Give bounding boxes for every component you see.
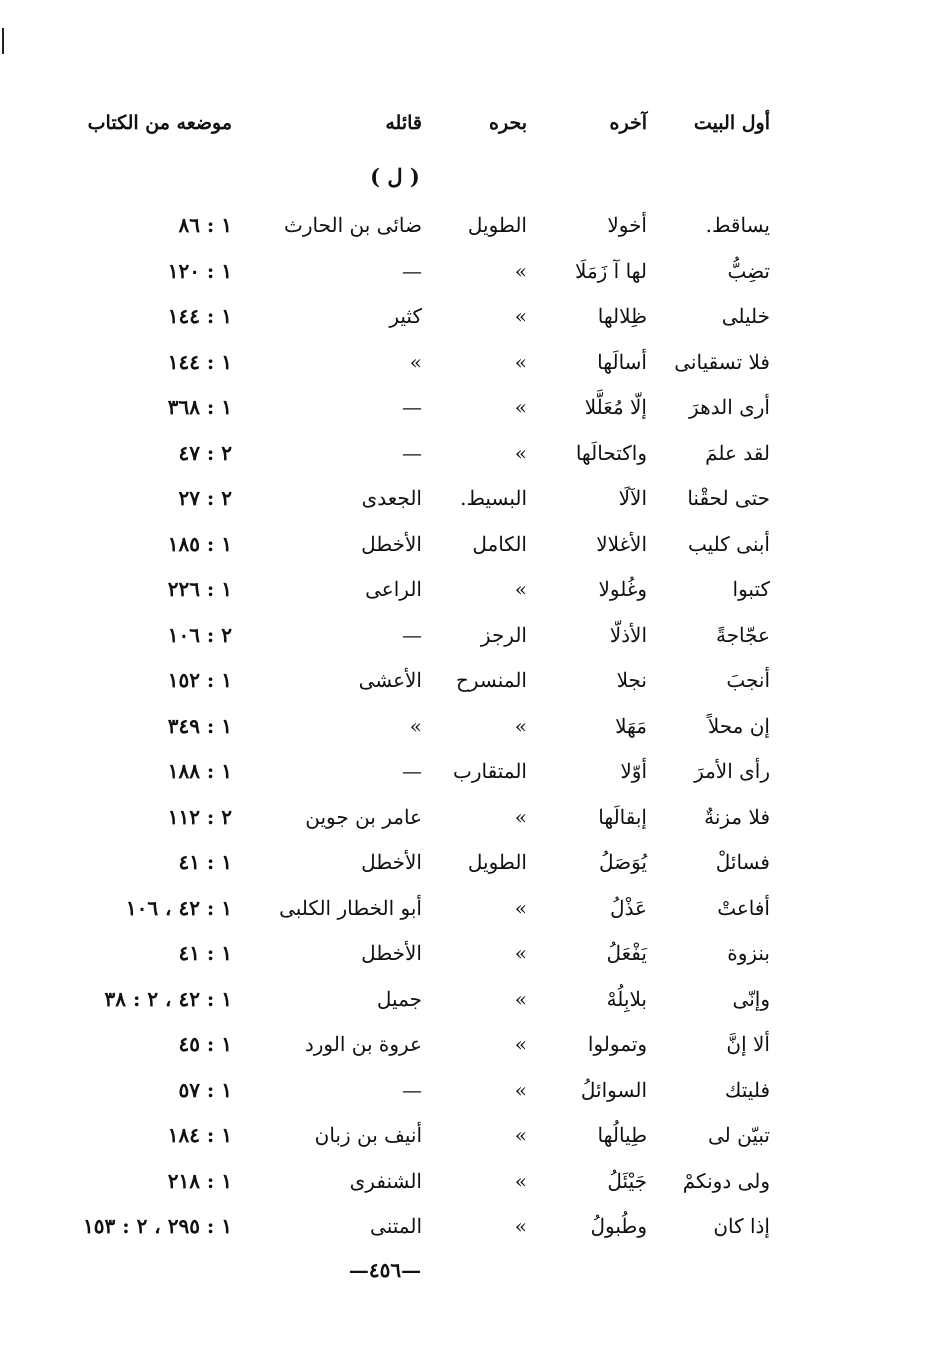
row-last-word: عَذْلُ	[610, 895, 647, 920]
row-first-word: فلا تسقيانى	[674, 349, 770, 374]
row-first-word: أرى الدهرَ	[689, 395, 770, 419]
row-first-word: إذا كان	[713, 1214, 770, 1238]
header-location: موضعه من الكتاب	[87, 112, 232, 134]
row-last-word: إبقالَها	[598, 804, 647, 829]
header-poet: قائله	[385, 112, 422, 134]
row-last-word: إلّا مُعَلَّلا	[584, 395, 647, 419]
row-last-word: طِيالُها	[597, 1123, 647, 1147]
row-poet: جميل	[376, 986, 422, 1011]
row-poet: —	[402, 759, 422, 783]
row-first-word: أنجبَ	[726, 668, 770, 692]
table-body	[0, 206, 927, 1253]
row-poet: المتنى	[370, 1214, 422, 1238]
row-poet: —	[402, 440, 422, 465]
row-meter: »	[514, 440, 527, 465]
row-poet: الأخطل	[361, 941, 422, 965]
table-row	[0, 525, 927, 571]
table-row	[0, 1162, 927, 1208]
row-first-word: كتبوا	[732, 577, 770, 601]
row-meter: »	[514, 986, 527, 1011]
row-meter: »	[514, 1077, 527, 1102]
row-first-word: رأى الأمرَ	[694, 759, 770, 783]
row-location: ١ : ٥٧	[178, 1077, 232, 1102]
row-last-word: بلابِلُهْ	[606, 986, 647, 1011]
row-location: ١ : ٣٦٨	[167, 395, 232, 419]
row-location: ١ : ١٨٨	[167, 759, 232, 783]
row-poet: أنيف بن زبان	[314, 1123, 422, 1147]
table-row	[0, 798, 927, 844]
row-first-word: أبنى كليب	[687, 531, 770, 556]
row-first-word: فليتك	[724, 1077, 770, 1102]
row-meter: الكامل	[472, 531, 527, 556]
row-poet: —	[402, 1077, 422, 1102]
row-poet: الراعى	[365, 577, 422, 601]
table-row	[0, 570, 927, 616]
row-first-word: تبيّن لى	[708, 1123, 770, 1147]
row-meter: »	[514, 1032, 527, 1056]
row-location: ١ : ٨٦	[178, 213, 232, 237]
row-poet: الأخطل	[361, 531, 422, 556]
row-last-word: أوّلا	[620, 759, 647, 783]
row-last-word: أخولا	[607, 213, 647, 237]
row-poet: »	[409, 349, 422, 374]
row-first-word: بنزوة	[727, 941, 770, 965]
row-last-word: مَهَلا	[615, 713, 647, 738]
row-first-word: ولى دونكمْ	[682, 1168, 770, 1193]
table-row	[0, 1025, 927, 1071]
row-location: ١ : ٤١	[178, 941, 232, 965]
table-row	[0, 343, 927, 389]
row-last-word: وغُلولا	[598, 577, 647, 601]
table-row	[0, 297, 927, 343]
row-last-word: وطُبولُ	[590, 1214, 647, 1238]
row-meter: »	[514, 577, 527, 601]
row-meter: »	[514, 895, 527, 920]
row-location: ١ : ١٥٢	[167, 668, 232, 692]
edge-mark	[2, 28, 4, 54]
table-row	[0, 252, 927, 298]
table-header	[0, 108, 927, 144]
row-poet: —	[402, 258, 422, 283]
row-location: ١ : ١٤٤	[167, 349, 232, 374]
table-row	[0, 934, 927, 980]
row-last-word: نجلا	[616, 668, 647, 692]
table-row	[0, 1207, 927, 1253]
row-meter: الطويل	[467, 850, 527, 874]
row-location: ٢ : ٢٧	[178, 486, 232, 510]
table-row	[0, 889, 927, 935]
row-meter: المتقارب	[453, 759, 527, 783]
row-first-word: ألا إنَّ	[726, 1032, 770, 1056]
row-last-word: لها آ زَمَلَا	[575, 258, 647, 283]
table-row	[0, 434, 927, 480]
table-row	[0, 206, 927, 252]
row-location: ١ : ٢٢٦	[167, 577, 232, 601]
header-meter: بحره	[489, 112, 527, 134]
row-location: ١ : ٤١	[178, 850, 232, 874]
row-meter: »	[514, 304, 527, 328]
row-poet: الشنفرى	[349, 1168, 422, 1193]
row-last-word: السوائلُ	[580, 1077, 647, 1102]
row-last-word: أسالَها	[597, 349, 647, 374]
row-location: ١ : ١٤٤	[167, 304, 232, 328]
row-meter: »	[514, 1123, 527, 1147]
row-last-word: واكتحالَها	[575, 440, 647, 465]
row-last-word: الأغلالا	[596, 531, 647, 556]
table-row	[0, 980, 927, 1026]
header-first-word: أول البيت	[693, 112, 770, 134]
row-poet: أبو الخطار الكلبى	[279, 895, 422, 920]
table-row	[0, 707, 927, 753]
table-row	[0, 616, 927, 662]
table-row	[0, 752, 927, 798]
table-row	[0, 843, 927, 889]
row-location: ١ : ٢٩٥ ، ٢ : ١٥٣	[83, 1214, 232, 1238]
row-first-word: عجّاجةً	[715, 622, 770, 647]
table-row	[0, 1116, 927, 1162]
row-location: ٢ : ١١٢	[167, 804, 232, 829]
row-first-word: إن محلاً	[707, 713, 770, 738]
row-first-word: فلا مزنةٌ	[704, 804, 770, 829]
row-last-word: ظِلالها	[597, 304, 647, 328]
row-location: ١ : ٢١٨	[167, 1168, 232, 1193]
row-first-word: أفاعتْ	[717, 895, 770, 920]
row-location: ١ : ٤٢ ، ١٠٦	[125, 895, 232, 920]
row-first-word: لقد علمَ	[705, 440, 770, 465]
row-meter: البسيط.	[460, 486, 527, 510]
row-location: ١ : ٣٤٩	[167, 713, 232, 738]
row-location: ٢ : ١٠٦	[167, 622, 232, 647]
row-poet: —	[402, 622, 422, 647]
row-first-word: خليلى	[721, 304, 770, 328]
row-location: ١ : ٤٢ ، ٢ : ٣٨	[104, 986, 232, 1011]
row-meter: »	[514, 1214, 527, 1238]
row-location: ١ : ١٨٤	[167, 1123, 232, 1147]
row-last-word: جَيْئَلُ	[607, 1168, 647, 1193]
row-poet: عروة بن الورد	[304, 1032, 422, 1056]
row-meter: »	[514, 1168, 527, 1193]
row-meter: المنسرح	[455, 668, 527, 692]
row-meter: »	[514, 941, 527, 965]
row-last-word: يَفْعَلُ	[606, 941, 647, 965]
row-meter: »	[514, 804, 527, 829]
table-row	[0, 479, 927, 525]
row-poet: عامر بن جوين	[305, 804, 422, 829]
row-first-word: تضِبُّ	[727, 258, 770, 283]
row-poet: الأعشى	[358, 668, 422, 692]
row-last-word: يُوَصَلُ	[598, 850, 647, 874]
row-poet: —	[402, 395, 422, 419]
row-first-word: يساقط.	[705, 213, 770, 237]
section-title: ( ل )	[370, 164, 420, 189]
table-row	[0, 1071, 927, 1117]
row-meter: الرجز	[480, 622, 527, 647]
header-last-word: آخره	[609, 112, 647, 134]
row-last-word: الأذلّا	[609, 622, 647, 647]
row-first-word: فسائلْ	[715, 850, 770, 874]
row-meter: »	[514, 258, 527, 283]
page-number: —٤٥٦—	[348, 1258, 422, 1282]
table-row	[0, 388, 927, 434]
row-first-word: وإنّى	[732, 986, 770, 1011]
row-poet: »	[409, 713, 422, 738]
row-last-word: الآلَا	[618, 486, 647, 510]
row-meter: »	[514, 349, 527, 374]
row-location: ٢ : ٤٧	[178, 440, 232, 465]
row-poet: الجعدى	[361, 486, 422, 510]
row-location: ١ : ١٨٥	[167, 531, 232, 556]
row-location: ١ : ٤٥	[178, 1032, 232, 1056]
row-meter: »	[514, 713, 527, 738]
table-row	[0, 661, 927, 707]
row-meter: »	[514, 395, 527, 419]
row-poet: ضائى بن الحارث	[284, 213, 422, 237]
row-first-word: حتى لحقْنا	[687, 486, 770, 510]
row-meter: الطويل	[467, 213, 527, 237]
row-poet: الأخطل	[361, 850, 422, 874]
row-poet: كثير	[389, 304, 422, 328]
row-location: ١ : ١٢٠	[167, 258, 232, 283]
row-last-word: وتمولوا	[587, 1032, 647, 1056]
